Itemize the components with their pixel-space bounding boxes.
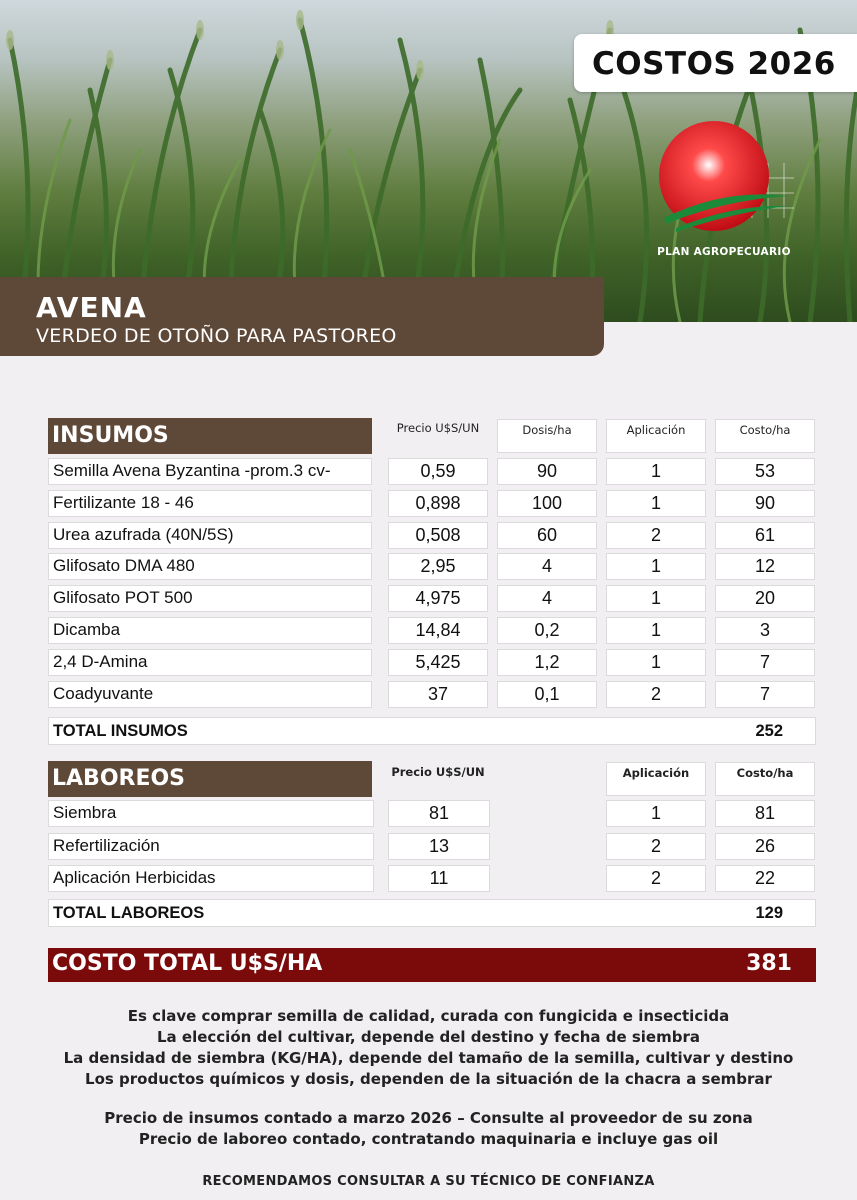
insumo-costo: 7 (715, 649, 815, 676)
laboreo-precio: 11 (388, 865, 490, 892)
insumo-costo: 12 (715, 553, 815, 580)
insumo-aplicacion: 1 (606, 458, 706, 485)
insumo-costo: 61 (715, 522, 815, 549)
insumo-name: 2,4 D-Amina (48, 649, 372, 676)
laboreo-aplicacion: 2 (606, 865, 706, 892)
insumo-name: Dicamba (48, 617, 372, 644)
laboreo-name: Aplicación Herbicidas (48, 865, 374, 892)
laboreo-aplicacion: 1 (606, 800, 706, 827)
insumo-dosis: 4 (497, 553, 597, 580)
insumo-dosis: 0,2 (497, 617, 597, 644)
insumo-aplicacion: 2 (606, 681, 706, 708)
insumo-precio: 14,84 (388, 617, 488, 644)
insumo-aplicacion: 1 (606, 553, 706, 580)
insumo-costo: 53 (715, 458, 815, 485)
note-line: La densidad de siembra (KG/HA), depende del tamaño de la semilla, cultivar y destino (63, 1049, 794, 1067)
total-laboreos-label: TOTAL LABOREOS (53, 904, 205, 922)
insumo-dosis: 90 (497, 458, 597, 485)
insumo-aplicacion: 1 (606, 649, 706, 676)
page-title: AVENA (36, 291, 147, 324)
note-line: Es clave comprar semilla de calidad, curada con fungicida e insecticida (127, 1007, 730, 1025)
laboreo-aplicacion: 2 (606, 833, 706, 860)
insumos-heading: INSUMOS (48, 418, 372, 454)
insumo-costo: 20 (715, 585, 815, 612)
laboreo-precio: 81 (388, 800, 490, 827)
footer-recommendation: RECOMENDAMOS CONSULTAR A SU TÉCNICO DE CONFIANZA (202, 1174, 655, 1189)
laboreo-costo: 81 (715, 800, 815, 827)
insumos-col-aplicacion: Aplicación (606, 419, 706, 453)
price-note-line: Precio de laboreo contado, contratando maquinaria e incluye gas oil (138, 1130, 719, 1148)
laboreo-costo: 22 (715, 865, 815, 892)
insumo-costo: 90 (715, 490, 815, 517)
laboreo-precio: 13 (388, 833, 490, 860)
insumo-name: Fertilizante 18 - 46 (48, 490, 372, 517)
insumo-dosis: 1,2 (497, 649, 597, 676)
insumo-name: Glifosato POT 500 (48, 585, 372, 612)
laboreo-name: Siembra (48, 800, 374, 827)
laboreos-col-costo: Costo/ha (715, 762, 815, 796)
insumos-col-dosis: Dosis/ha (497, 419, 597, 453)
insumos-col-costo: Costo/ha (715, 419, 815, 453)
logo-wordmark: PLAN AGROPECUARIO (657, 246, 791, 258)
insumo-costo: 7 (715, 681, 815, 708)
laboreos-col-precio: Precio U$S/UN (391, 765, 485, 779)
grand-total-value: 381 (746, 951, 792, 976)
insumo-aplicacion: 1 (606, 490, 706, 517)
grand-total-bar (48, 948, 816, 982)
insumos-col-precio: Precio U$S/UN (396, 421, 480, 435)
insumo-aplicacion: 1 (606, 617, 706, 644)
page-subtitle: VERDEO DE OTOÑO PARA PASTOREO (36, 325, 397, 347)
total-laboreos-row (48, 899, 816, 927)
insumo-dosis: 0,1 (497, 681, 597, 708)
note-line: Los productos químicos y dosis, dependen de la situación de la chacra a sembrar (85, 1070, 772, 1088)
laboreo-name: Refertilización (48, 833, 374, 860)
price-notes (0, 1108, 857, 1150)
insumo-name: Semilla Avena Byzantina -prom.3 cv- (48, 458, 372, 485)
insumo-precio: 2,95 (388, 553, 488, 580)
insumo-precio: 5,425 (388, 649, 488, 676)
insumo-name: Urea azufrada (40N/5S) (48, 522, 372, 549)
insumo-precio: 37 (388, 681, 488, 708)
grand-total-label: COSTO TOTAL U$S/HA (52, 951, 323, 976)
laboreos-heading: LABOREOS (48, 761, 372, 797)
costos-badge (574, 34, 857, 92)
insumo-dosis: 60 (497, 522, 597, 549)
insumo-name: Glifosato DMA 480 (48, 553, 372, 580)
insumo-precio: 0,898 (388, 490, 488, 517)
insumo-dosis: 4 (497, 585, 597, 612)
insumo-aplicacion: 2 (606, 522, 706, 549)
laboreos-col-aplicacion: Aplicación (606, 762, 706, 796)
insumo-precio: 4,975 (388, 585, 488, 612)
costos-badge-text: COSTOS 2026 (592, 46, 836, 82)
insumo-dosis: 100 (497, 490, 597, 517)
note-line: La elección del cultivar, depende del destino y fecha de siembra (157, 1028, 700, 1046)
insumo-costo: 3 (715, 617, 815, 644)
total-laboreos-value: 129 (755, 904, 783, 922)
price-note-line: Precio de insumos contado a marzo 2026 – Consulte al proveedor de su zona (104, 1109, 753, 1127)
insumo-precio: 0,508 (388, 522, 488, 549)
insumo-aplicacion: 1 (606, 585, 706, 612)
total-insumos-value: 252 (755, 722, 783, 740)
total-insumos-row (48, 717, 816, 745)
total-insumos-label: TOTAL INSUMOS (53, 722, 188, 740)
insumo-precio: 0,59 (388, 458, 488, 485)
laboreo-costo: 26 (715, 833, 815, 860)
insumo-name: Coadyuvante (48, 681, 372, 708)
recommendations-notes (0, 1006, 857, 1090)
